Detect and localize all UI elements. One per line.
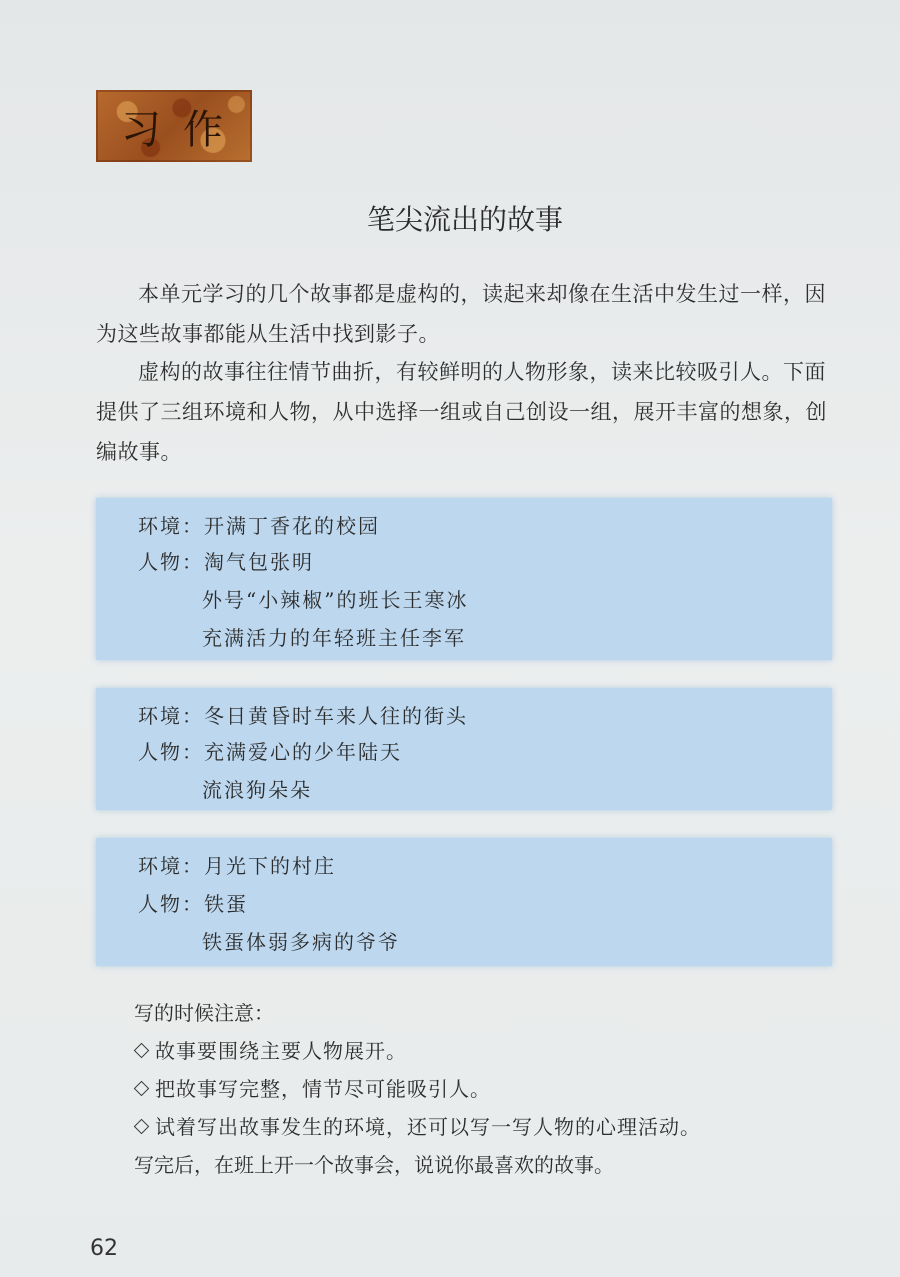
note-item: 试着写出故事发生的环境，还可以写一写人物的心理活动。 — [134, 1108, 854, 1146]
section-badge-label: 习作 — [121, 106, 245, 153]
diamond-bullet-icon — [134, 1119, 150, 1135]
group-1-character-2: 外号“小辣椒”的班长王寒冰 — [202, 588, 469, 612]
group-3-character-2: 铁蛋体弱多病的爷爷 — [202, 930, 400, 954]
group-3-characters: 人物：铁蛋 — [138, 892, 248, 916]
notes-closing: 写完后，在班上开一个故事会，说说你最喜欢的故事。 — [134, 1153, 614, 1177]
page-number: 62 — [90, 1236, 118, 1261]
diamond-bullet-icon — [134, 1081, 150, 1097]
group-2-character-2: 流浪狗朵朵 — [202, 778, 312, 802]
story-group-1 — [96, 498, 832, 660]
notes-heading: 写的时候注意： — [134, 1001, 274, 1025]
note-item: 把故事写完整，情节尽可能吸引人。 — [134, 1070, 854, 1108]
intro-paragraph-2: 虚构的故事往往情节曲折，有较鲜明的人物形象，读来比较吸引人。下面提供了三组环境和人物，从中选择一组或自己创设一组，展开丰富的想象，创编故事。 — [96, 360, 827, 464]
page-title: 笔尖流出的故事 — [366, 203, 563, 236]
group-1-characters: 人物：淘气包张明 — [138, 550, 314, 574]
story-group-3 — [96, 838, 832, 966]
group-3-setting: 环境：月光下的村庄 — [138, 854, 336, 878]
group-1-setting: 环境：开满丁香花的校园 — [138, 514, 380, 538]
group-2-characters: 人物：充满爱心的少年陆天 — [138, 740, 402, 764]
group-1-character-3: 充满活力的年轻班主任李军 — [202, 626, 466, 650]
intro-paragraph-1: 本单元学习的几个故事都是虚构的，读起来却像在生活中发生过一样，因为这些故事都能从生活中找到影子。 — [96, 282, 826, 346]
section-badge — [96, 90, 252, 162]
story-group-2 — [96, 688, 832, 810]
diamond-bullet-icon — [134, 1043, 150, 1059]
note-item: 故事要围绕主要人物展开。 — [134, 1032, 854, 1070]
group-2-setting: 环境：冬日黄昏时车来人往的街头 — [138, 704, 468, 728]
writing-notes — [134, 994, 854, 1184]
